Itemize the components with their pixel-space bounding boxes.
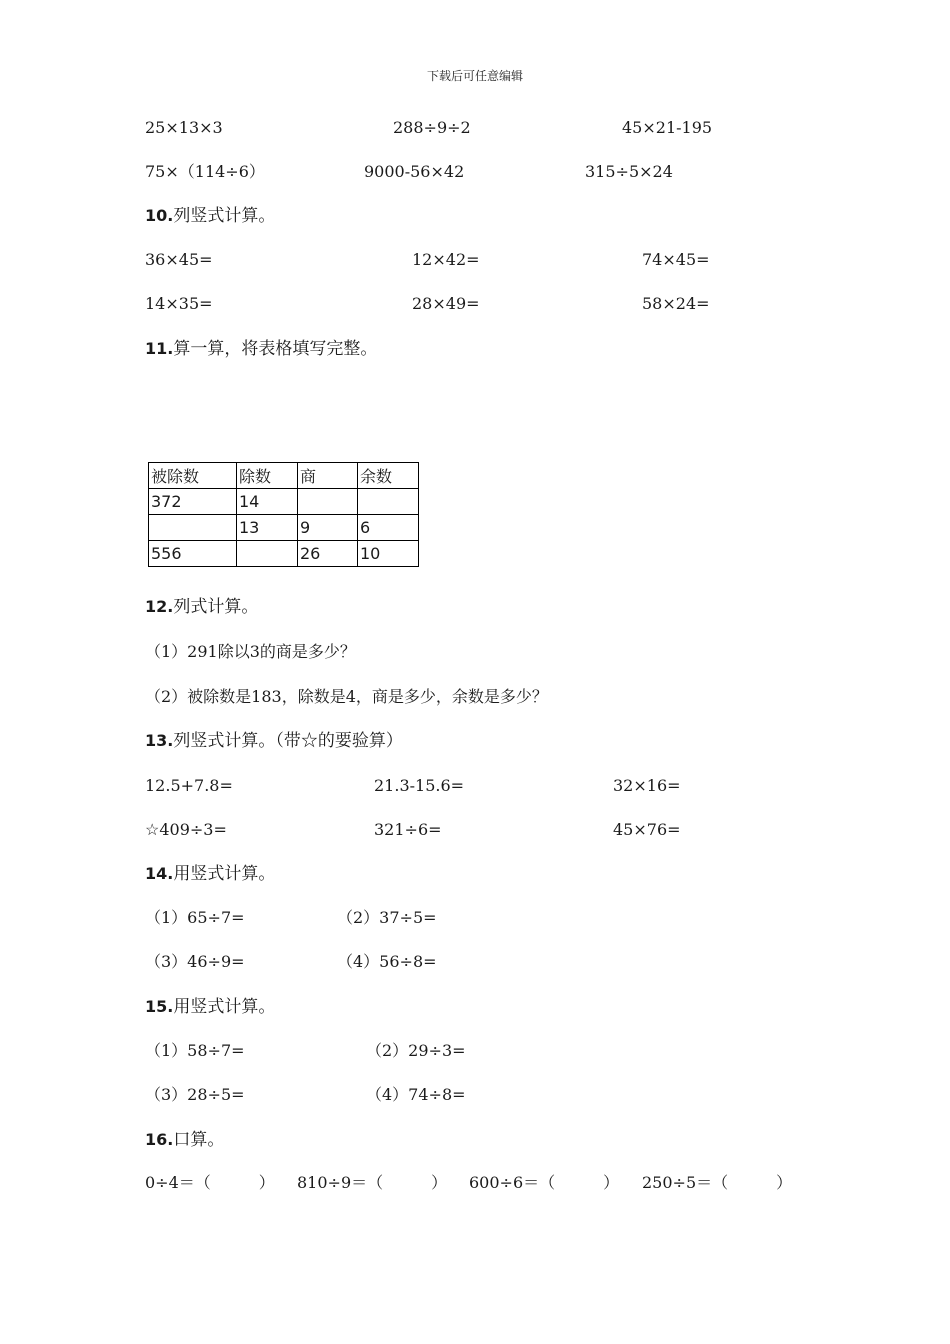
question-10-heading xyxy=(145,205,275,227)
word-problem: （2）被除数是183，除数是4，商是多少，余数是多少？ xyxy=(145,687,548,706)
problem-expression: 810÷9＝（ ） xyxy=(297,1173,448,1192)
problem-expression: 0÷4＝（ ） xyxy=(145,1173,275,1192)
problem-expression: （3）28÷5= xyxy=(145,1085,245,1104)
question-title: 列式计算。 xyxy=(173,597,259,617)
table-cell: 26 xyxy=(298,541,358,567)
division-table xyxy=(148,462,419,567)
question-number: 16. xyxy=(145,1130,174,1149)
table-cell xyxy=(298,489,358,515)
table-cell: 10 xyxy=(358,541,419,567)
table-cell: 13 xyxy=(237,515,298,541)
question-title: 列竖式计算。（带☆的要验算） xyxy=(173,731,403,751)
table-row xyxy=(149,541,419,567)
table-cell xyxy=(149,515,237,541)
table-cell xyxy=(358,489,419,515)
problem-expression: 315÷5×24 xyxy=(585,162,673,181)
table-header-cell: 除数 xyxy=(237,463,298,489)
question-title: 用竖式计算。 xyxy=(173,864,276,884)
question-14-heading xyxy=(145,863,275,885)
word-problem: （1）291除以3的商是多少？ xyxy=(145,642,356,661)
table-cell: 9 xyxy=(298,515,358,541)
problem-expression: 45×76= xyxy=(613,820,681,839)
question-title: 算一算，将表格填写完整。 xyxy=(173,339,378,359)
problem-expression: （2）37÷5= xyxy=(337,908,437,927)
problem-expression: （4）56÷8= xyxy=(337,952,437,971)
problem-expression: （3）46÷9= xyxy=(145,952,245,971)
problem-expression: 25×13×3 xyxy=(145,118,223,137)
question-12-heading xyxy=(145,596,258,618)
table-cell: 6 xyxy=(358,515,419,541)
problem-expression: 321÷6= xyxy=(374,820,442,839)
question-number: 13. xyxy=(145,731,174,750)
question-11-heading xyxy=(145,338,377,360)
question-title: 用竖式计算。 xyxy=(173,997,276,1017)
problem-expression: 9000-56×42 xyxy=(364,162,465,181)
problem-expression: 28×49= xyxy=(412,294,480,313)
problem-expression: ☆409÷3= xyxy=(145,820,227,839)
problem-expression: 21.3-15.6= xyxy=(374,776,465,795)
table-header-cell: 商 xyxy=(298,463,358,489)
problem-expression: 12.5+7.8= xyxy=(145,776,233,795)
question-15-heading xyxy=(145,996,275,1018)
table-cell: 556 xyxy=(149,541,237,567)
question-number: 15. xyxy=(145,997,174,1016)
problem-expression: （4）74÷8= xyxy=(366,1085,466,1104)
question-title: 列竖式计算。 xyxy=(173,206,276,226)
question-13-heading xyxy=(145,730,403,752)
problem-expression: 36×45= xyxy=(145,250,213,269)
question-number: 10. xyxy=(145,206,174,225)
problem-expression: 58×24= xyxy=(642,294,710,313)
table-cell: 372 xyxy=(149,489,237,515)
table-header-row xyxy=(149,463,419,489)
problem-expression: 14×35= xyxy=(145,294,213,313)
question-16-heading xyxy=(145,1129,224,1151)
table-row xyxy=(149,489,419,515)
problem-expression: 32×16= xyxy=(613,776,681,795)
table-cell xyxy=(237,541,298,567)
problem-expression: 74×45= xyxy=(642,250,710,269)
problem-expression: 75×（114÷6） xyxy=(145,162,265,181)
table-cell: 14 xyxy=(237,489,298,515)
problem-expression: 250÷5＝（ ） xyxy=(642,1173,793,1192)
problem-expression: （2）29÷3= xyxy=(366,1041,466,1060)
question-number: 11. xyxy=(145,339,174,358)
table-header-cell: 被除数 xyxy=(149,463,237,489)
problem-expression: （1）65÷7= xyxy=(145,908,245,927)
problem-expression: （1）58÷7= xyxy=(145,1041,245,1060)
question-number: 14. xyxy=(145,864,174,883)
table-header-cell: 余数 xyxy=(358,463,419,489)
table-row xyxy=(149,515,419,541)
problem-expression: 600÷6＝（ ） xyxy=(469,1173,620,1192)
problem-expression: 45×21-195 xyxy=(622,118,713,137)
question-number: 12. xyxy=(145,597,174,616)
question-title: 口算。 xyxy=(173,1130,225,1150)
problem-expression: 288÷9÷2 xyxy=(393,118,471,137)
page-header: 下载后可任意编辑 xyxy=(426,69,523,83)
problem-expression: 12×42= xyxy=(412,250,480,269)
